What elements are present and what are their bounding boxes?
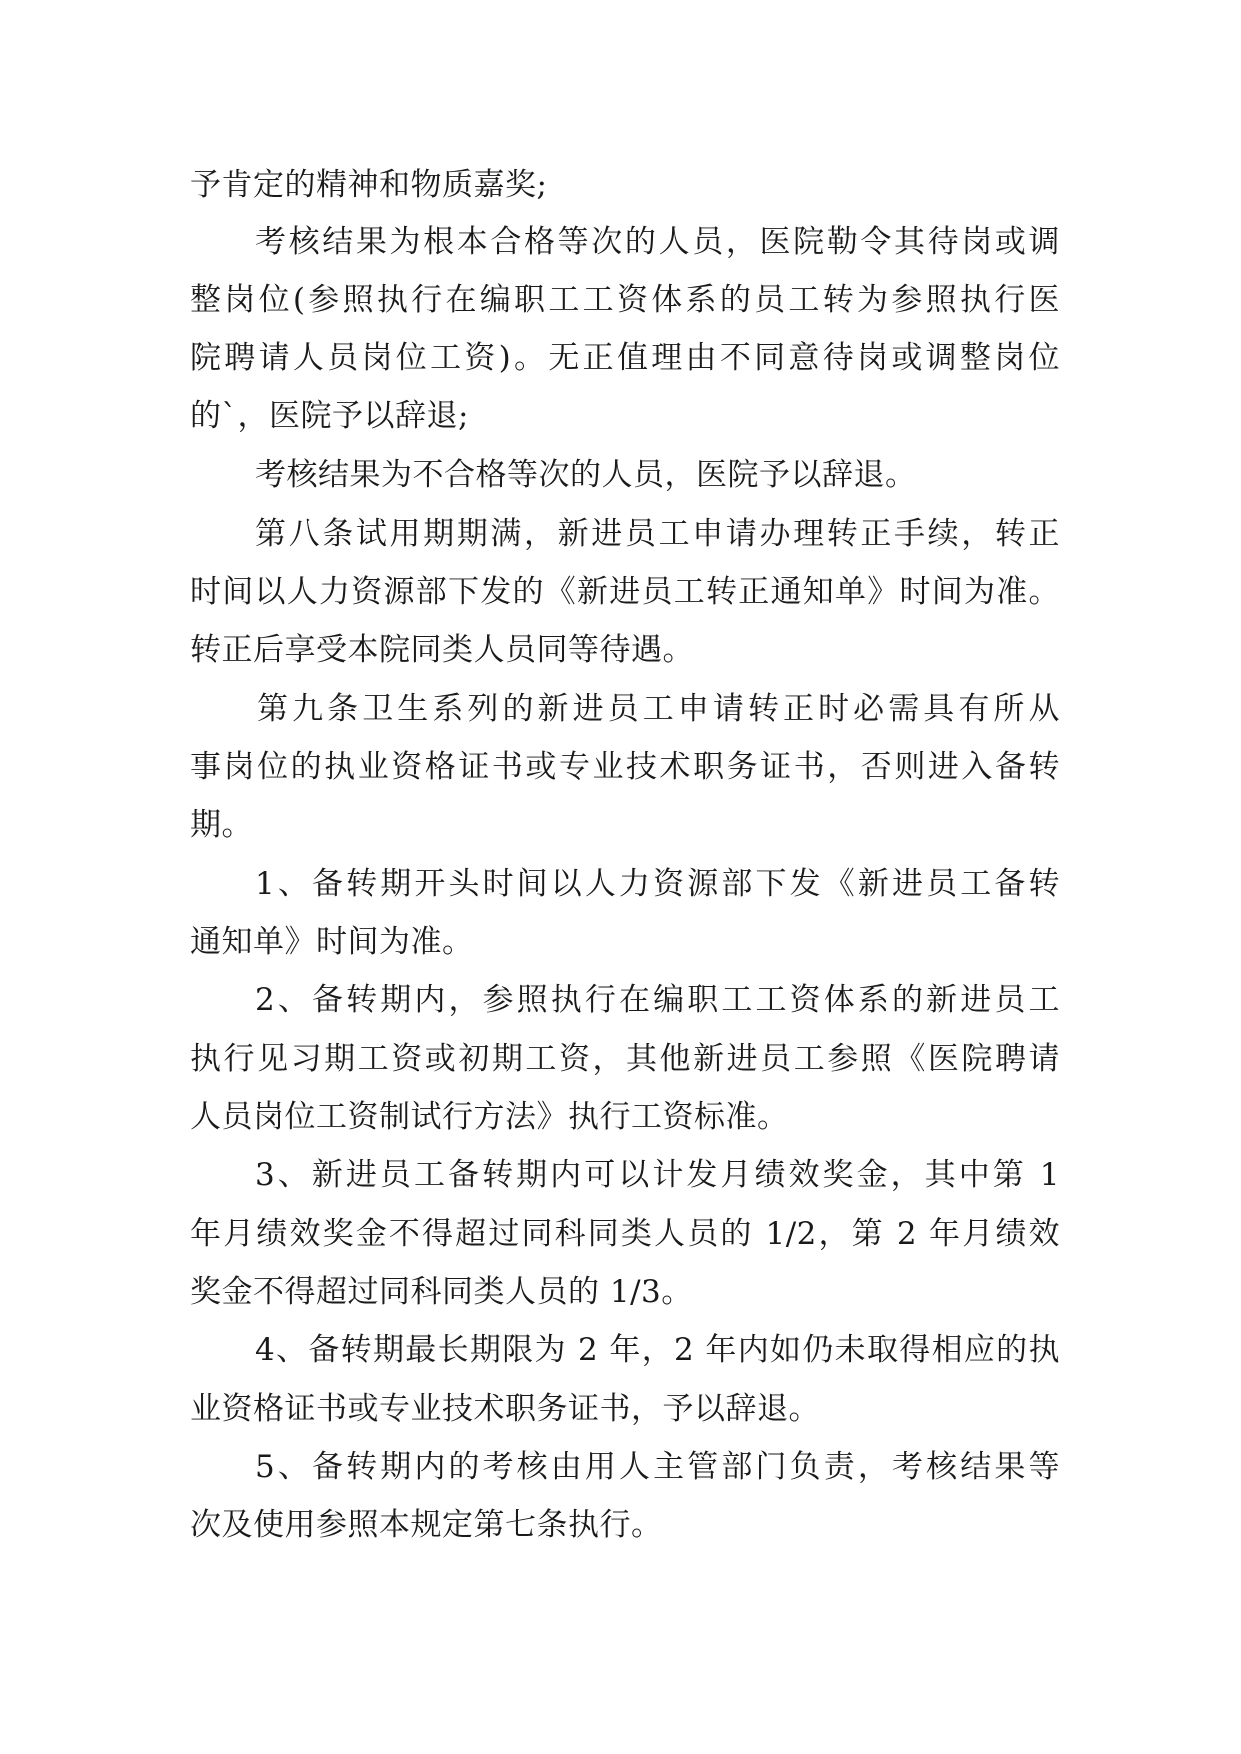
text-line: 期。 bbox=[190, 807, 253, 843]
text-line: 人员岗位工资制试行方法》执行工资标准。 bbox=[190, 1099, 789, 1135]
text-line: 第八条试用期期满，新进员工申请办理转正手续，转正 bbox=[255, 516, 1060, 552]
text-line: 次及使用参照本规定第七条执行。 bbox=[190, 1507, 663, 1543]
text-line: 时间以人力资源部下发的《新进员工转正通知单》时间为准。 bbox=[190, 574, 1060, 610]
text-line: 转正后享受本院同类人员同等待遇。 bbox=[190, 632, 694, 668]
text-line: 的`，医院予以辞退; bbox=[190, 398, 469, 434]
text-line: 5、备转期内的考核由用人主管部门负责，考核结果等 bbox=[255, 1449, 1060, 1485]
text-line: 1、备转期开头时间以人力资源部下发《新进员工备转 bbox=[255, 866, 1060, 902]
text-line: 事岗位的执业资格证书或专业技术职务证书，否则进入备转 bbox=[190, 749, 1060, 785]
text-line: 予肯定的精神和物质嘉奖; bbox=[190, 167, 548, 203]
text-line: 考核结果为根本合格等次的人员，医院勒令其待岗或调 bbox=[255, 224, 1060, 260]
text-line: 2、备转期内，参照执行在编职工工资体系的新进员工 bbox=[255, 982, 1060, 1018]
text-line: 整岗位(参照执行在编职工工资体系的员工转为参照执行医 bbox=[190, 282, 1060, 318]
text-line: 奖金不得超过同科同类人员的 1/3。 bbox=[190, 1274, 693, 1310]
text-line: 院聘请人员岗位工资)。无正值理由不同意待岗或调整岗位 bbox=[190, 340, 1060, 376]
text-line: 3、新进员工备转期内可以计发月绩效奖金，其中第 1 bbox=[255, 1157, 1060, 1193]
text-line: 考核结果为不合格等次的人员，医院予以辞退。 bbox=[255, 457, 917, 493]
text-line: 业资格证书或专业技术职务证书，予以辞退。 bbox=[190, 1391, 820, 1427]
text-line: 通知单》时间为准。 bbox=[190, 924, 474, 960]
text-line: 第九条卫生系列的新进员工申请转正时必需具有所从 bbox=[257, 691, 1060, 727]
text-line: 4、备转期最长期限为 2 年，2 年内如仍未取得相应的执 bbox=[255, 1332, 1060, 1368]
text-line: 执行见习期工资或初期工资，其他新进员工参照《医院聘请 bbox=[190, 1041, 1060, 1077]
text-line: 年月绩效奖金不得超过同科同类人员的 1/2，第 2 年月绩效 bbox=[190, 1216, 1060, 1252]
